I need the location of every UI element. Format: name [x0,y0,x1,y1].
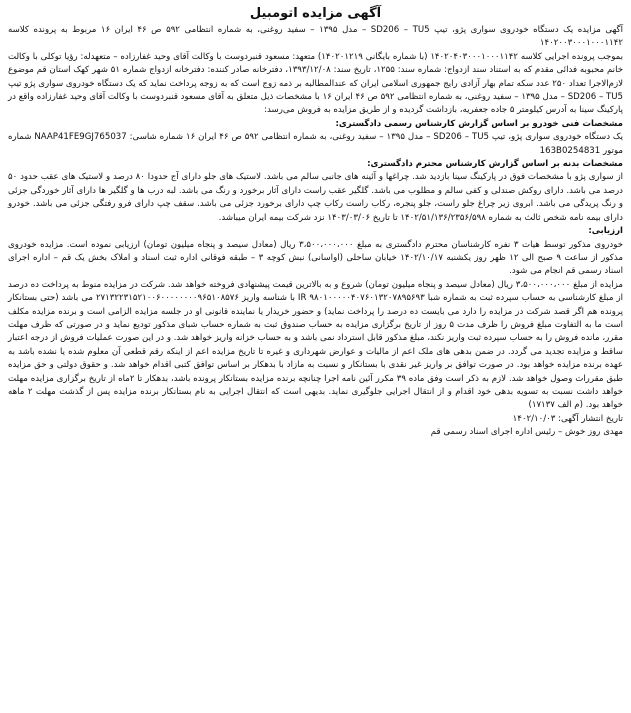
notice-title: آگهی مزایده اتومبیل [249,6,382,21]
valuation-heading: ارزیابی: [588,226,623,237]
publish-date: تاریخ انتشار آگهی: ۱۴۰۲/۱۰/۰۳ [512,413,623,424]
valuation-text: خودروی مذکور توسط هیات ۳ نفره کارشناسان محترم دادگستری به مبلغ ۳،۵۰۰،۰۰۰،۰۰۰ ریال (معادل سیصد و پنجاه میلیون تومان) ارزیابی نموده است. مزایده خودروی مذکور از ساعت ۹ صبح الی ۱۲ ظهر روز یکشنبه ۱۴۰۲/۱۰/۱۷ خیابان ساحلی (اواسانی) نبش کوچه ۳ – طبقه فوقانی اداره ثبت اسناد و املاک بخش یک قم – اداره اجرای اسناد رسمی قم انجام می شود. [8,239,624,277]
vehicle-spec: یک دستگاه خودروی سواری پژو، تیپ SD206 – TU5 – مدل ۱۳۹۵ – سفید روغنی، به شماره انتظامی ۵۹۲ ص ۴۶ ایران ۱۶ شماره شاسی: NAAP41FE9GJ765037 شماره موتور 163B0254831 [8,132,624,156]
auction-terms: مزایده از مبلغ ۳،۵۰۰،۰۰۰،۰۰۰ ریال (معادل سیصد و پنجاه میلیون تومان) شروع و به بالاترین قیمت پیشنهادی فروخته خواهد شد. شرکت در مزایده منوط به پرداخت ده درصد از مبلغ کارشناسی به حساب سپرده ثبت به شماره شبا IR ۹۸۰۱۰۰۰۰۰۴۰۷۶۰۱۳۲۰۷۸۹۵۶۹۳ با شناسه واریز ۲۷۱۳۲۲۳۱۵۲۱۰۰۶۰۰۰۰۰۰۰۰۹۶۵۱۰۸۵۷۶ می باشد (حتی بستانکار پرونده هم اگر قصد شرکت در مزایده را دارد می بایست ده درصد را پرداخت نماید) و حضور خریدار یا نماینده قانونی او در جلسه مزایده الزامی است و برنده مزایده مکلف است ما به التفاوت مبلغ فروش را ظرف مدت ۵ روز از تاریخ برگزاری مزایده به حساب صندوق ثبت به شماره حساب شبای مذکور تودیع نماید و در صورتی که ظرف مهلت مقرر، مانده فروش را به حساب سپرده ثبت واریز نکند، مبلغ مذکور قابل استرداد نمی باشد و به حساب خزانه واریز خواهد شد. و در این صورت عملیات فروش از درجه اعتبار ساقط و مزایده تجدید می گردد. در ضمن بدهی های ملک اعم از مالیات و عوارض شهرداری و غیره تا تاریخ مزایده اعم از اینکه رقم قطعی آن معلوم شده یا نشده باشد به عهده برنده مزایده خواهد بود. در صورت توافق بر واریز غیر نقدی با بستانکار و نسبت به مازاد با بدهکار بر اساس توافق کتبی اقدام خواهد شد. و حقوق دولتی و حق مزایده طبق مقررات وصول خواهد شد. لازم به ذکر است وفق ماده ۳۹ مکرر آئین نامه اجرا چنانچه برنده مزایده بستانکار پرونده باشد، بدهکار تا ۲ماه از تاریخ برگزاری مزایده مهلت خواهد داشت نسبت به تسویه بدهی خود اقدام و از انتقال اجرایی جلوگیری نماید. بدیهی است که انتقال اجرایی به نام بستانکار برنده مزایده پس از گذشت مهلت ۲ ماهه خواهد بود. (م الف ۱۷۱۳۷) [8,279,624,411]
signature: مهدی روز خوش – رئیس اداره اجرای اسناد رسمی قم [430,427,623,438]
auction-notice [8,6,623,701]
technical-spec-heading: مشخصات فنی خودرو بر اساس گزارش کارشناس رسمی دادگستری: [335,118,623,129]
notice-intro: آگهی مزایده یک دستگاه خودروی سواری پژو، تیپ SD206 – TU5 – مدل ۱۳۹۵ – سفید روغنی، به شماره انتظامی ۵۹۲ ص ۴۶ ایران ۱۶ مربوط به پرونده کلاسه ۱۴۰۲۰۰۳۰۰۰۱۰۰۰۱۱۴۲ [8,25,624,49]
body-spec-heading: مشخصات بدنه بر اساس گزارش کارشناس محترم دادگستری: [367,159,623,170]
notice-case-details: بموجب پرونده اجرایی کلاسه ۱۴۰۲۰۴۰۳۰۰۰۱۰۰۰۱۱۴۲ (با شماره بایگانی ۱۴۰۲۰۱۲۱۹) متعهد: مسعود قنبردوست با وکالت آقای وحید غفارزاده – متعهدله: رؤیا توکلی با وکالت خانم محبوبه فدائی مقدم که به استناد سند ازدواج: شماره سند: ۱۲۵۵، تاریخ سند: ۱۳۹۳/۱۲/۰۸، دفترخانه صادر کننده: دفترخانه ازدواج شماره ۵۱ شهر کهک استان قم موضوع لازم‌الاجرا تعداد ۲۵۰ عدد سکه تمام بهار آزادی رایج جمهوری اسلامی ایران که عندالمطالبه بر ذمه زوج است که به زوجه پرداخت نماید که یک دستگاه خودروی سواری پژو تیپ SD206 – TU5 – مدل ۱۳۹۵ – سفید روغنی، به شماره انتظامی ۵۹۲ ص ۴۶ ایران ۱۶ با مشخصات ذیل متعلق به آقای مسعود قنبردوست با وکالت آقای وحید غفارزاده واقع در پارکینگ سینا به آدرس کیلومتر ۵ جاده جعفریه، بازداشت گردیده و از طریق مزایده به فروش می‌رسد: [8,51,624,116]
body-condition: از سواری پژو با مشخصات فوق در پارکینگ سینا بازدید شد. چراغها و آئینه های جانبی سالم می باشد. لاستیک های جلو دارای آج حدودا ۸۰ درصد و لاستیک های عقب حدود ۵۰ درصد می باشد. دارای روکش صندلی و کفی سالم و مطلوب می باشد. گلگیر عقب راست دارای آثار برخورد و رنگ می باشد. لبه درب ها و گلگیر ها دارای آثار خوردگی جزئی و رنگ پریدگی می باشد. ابروی زیر چراغ جلو راست، جلو پنجره، رکاب راست رکاب چپ دارای برخورد جزئی می باشد. سقف چپ دارای فرو رفتگی جزئی می باشد. خودرو دارای بیمه نامه شخص ثالث به شماره ۱۴۰۲/۵۱/۱۳۶/۲۳۵۶/۵۹۸ تا تاریخ ۱۴۰۳/۰۳/۰۶ نزد شرکت بیمه ایران میباشد. [8,172,623,223]
